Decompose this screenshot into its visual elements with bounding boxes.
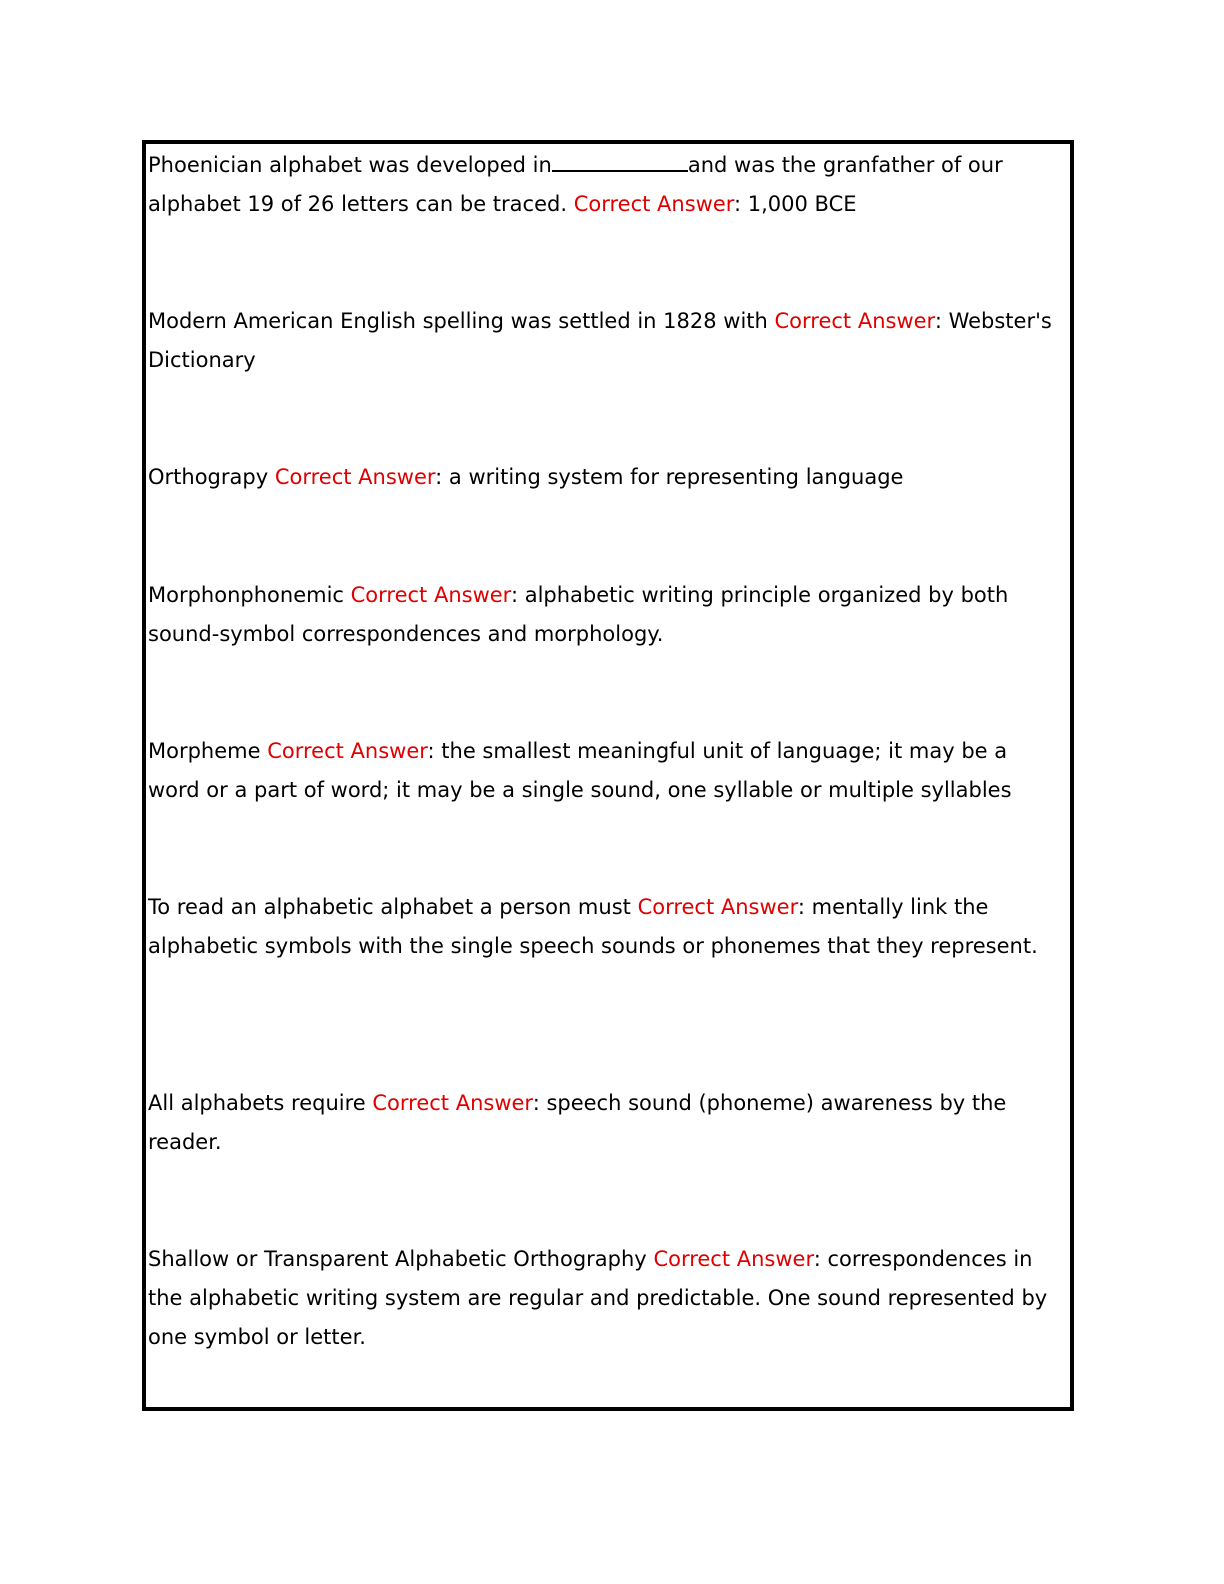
fill-in-blank bbox=[552, 148, 688, 172]
entry-answer: : correspondences in the alphabetic writing system are regular and predictable. One sound represented by one symbol or letter. bbox=[148, 1247, 1048, 1349]
correct-answer-label: Correct Answer bbox=[372, 1091, 533, 1115]
correct-answer-label: Correct Answer bbox=[637, 895, 798, 919]
entry-prompt: Morpheme bbox=[148, 739, 261, 763]
entry-prompt: All alphabets require bbox=[148, 1091, 366, 1115]
entry-answer: : Webster's Dictionary bbox=[148, 309, 1052, 372]
entry-webster bbox=[148, 302, 1064, 380]
entry-answer: : a writing system for representing language bbox=[435, 465, 904, 489]
entry-prompt: Shallow or Transparent Alphabetic Orthography bbox=[148, 1247, 647, 1271]
question-answer-box bbox=[142, 140, 1074, 1411]
entry-prompt-continued: and was the granfather of our alphabet 19 of 26 letters can be traced. bbox=[148, 153, 1003, 216]
entry-prompt: Morphonphonemic bbox=[148, 583, 344, 607]
correct-answer-label: Correct Answer bbox=[774, 309, 935, 333]
entry-answer: : mentally link the alphabetic symbols with the single speech sounds or phonemes that they represent. bbox=[148, 895, 1038, 958]
entry-answer: : alphabetic writing principle organized by both sound-symbol correspondences and morphology. bbox=[148, 583, 1009, 646]
entry-prompt: Phoenician alphabet was developed in bbox=[148, 153, 552, 177]
entry-morphonphonemic bbox=[148, 576, 1064, 654]
entry-prompt: Orthograpy bbox=[148, 465, 269, 489]
entry-orthography bbox=[148, 458, 1064, 497]
entry-answer: : the smallest meaningful unit of language; it may be a word or a part of word; it may be a single sound, one syllable or multiple syllables bbox=[148, 739, 1012, 802]
entry-morpheme bbox=[148, 732, 1064, 810]
entry-phoenician bbox=[148, 146, 1064, 224]
correct-answer-label: Correct Answer bbox=[274, 465, 436, 489]
entry-answer: : 1,000 BCE bbox=[734, 192, 857, 216]
correct-answer-label: Correct Answer bbox=[573, 192, 735, 216]
entry-all-alphabets bbox=[148, 1084, 1064, 1162]
entry-prompt: To read an alphabetic alphabet a person must bbox=[148, 895, 631, 919]
entry-answer: : speech sound (phoneme) awareness by the reader. bbox=[148, 1091, 1007, 1154]
entry-read-alphabet bbox=[148, 888, 1064, 966]
correct-answer-label: Correct Answer bbox=[350, 583, 511, 607]
entry-shallow-orthography bbox=[148, 1240, 1064, 1357]
correct-answer-label: Correct Answer bbox=[653, 1247, 814, 1271]
correct-answer-label: Correct Answer bbox=[267, 739, 428, 763]
entry-prompt: Modern American English spelling was settled in 1828 with bbox=[148, 309, 768, 333]
